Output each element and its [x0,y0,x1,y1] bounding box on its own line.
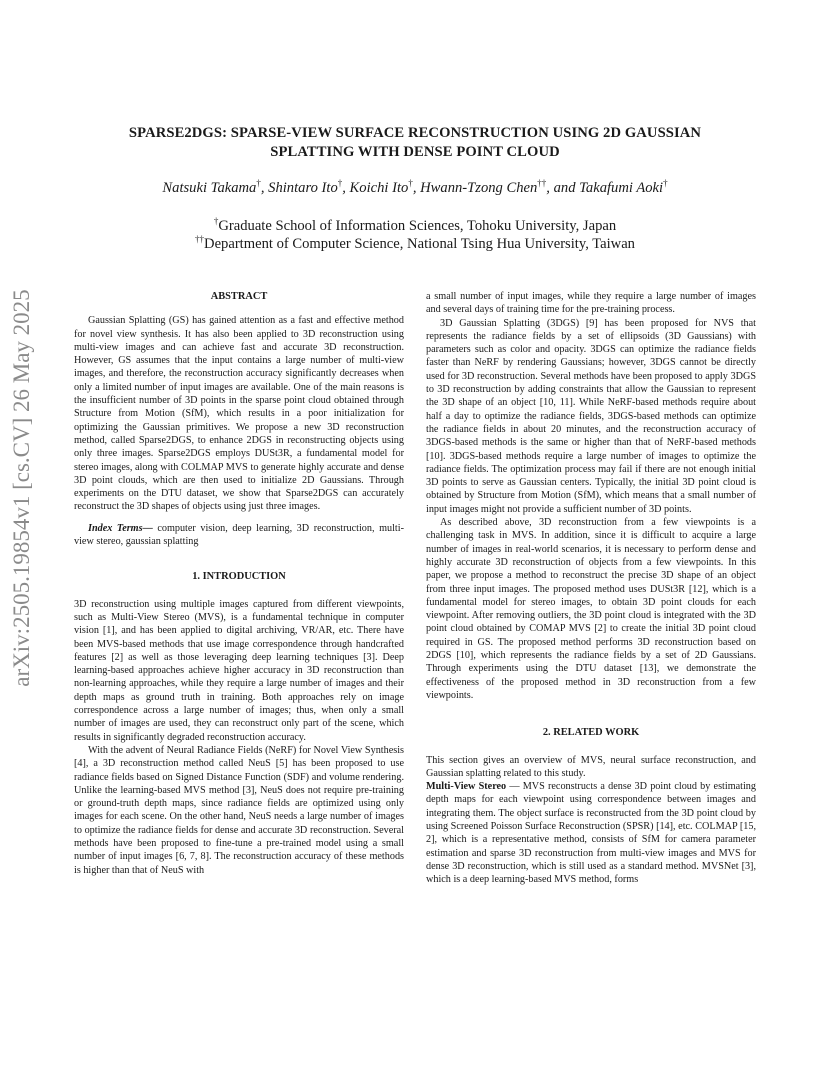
intro-paragraph-2: With the advent of Neural Radiance Fields (NeRF) for Novel View Synthesis [4], a 3D reconstruction method called NeuS [5] has been proposed to use radiance fields based on Signed Distance Function (SDF) and volume rendering. Unlike the learning-based MVS method [3], NeuS does not require pre-training or ground-truth depth maps, since radiance fields are optimized using only images for each scene. On the other hand, NeuS needs a large number of images to optimize the radiance fields for dense and accurate 3D reconstruction. Several methods have been proposed to fine-tune a pre-trained model using a small number of input images [6, 7, 8]. The reconstruction accuracy of these methods is higher than that of NeuS with [74,744,404,876]
related-work-heading: 2. RELATED WORK [542,727,640,739]
affiliation-mark: † [256,178,261,188]
title-line-1: SPARSE2DGS: SPARSE-VIEW SURFACE RECONSTRUCTION USING 2D GAUSSIAN [128,125,702,141]
left-column [74,290,404,877]
affiliation-mark: † [408,178,413,188]
author-separator: , [260,180,269,196]
related-work-intro: This section gives an overview of MVS, neural surface reconstruction, and Gaussian splatting related to this study. [426,754,756,779]
affiliation-text: Department of Computer Science, National Tsing Hua University, Taiwan [204,236,635,252]
author-name: Koichi Ito [349,180,409,196]
author-separator: , and [546,180,580,196]
author-name: Shintaro Ito [268,180,338,196]
affiliation-mark: †† [537,178,547,188]
intro-paragraph-4: As described above, 3D reconstruction from a few viewpoints is a challenging task in MVS. In addition, since it is difficult to acquire a large number of images in real-world scenarios, it is necessary to perform dense and highly accurate 3D reconstruction of objects from a few viewpoints. In this paper, we propose a method to reconstruct the precise 3D shape of an object from three input images. The proposed method uses DUSt3R [12], which is a fundamental model for stereo images, to obtain 3D point clouds for each viewpoint. After removing outliers, the 3D point cloud is integrated with the 3D point cloud obtained by COMAP MVS [2] to create the initial 3D point cloud required in GS. The proposed method performs 3D reconstruction based on 2DGS [10], which represents the radiance fields by a set of 2D Gaussians. Through experiments using the DTU dataset [13], we demonstrate the effectiveness of the proposed method in 3D reconstruction from a few viewpoints. [426,517,756,701]
introduction-heading: 1. INTRODUCTION [192,571,286,583]
affiliation-mark: † [213,216,219,226]
index-terms-label: Index Terms— [88,522,153,534]
author-name: Hwann-Tzong Chen [420,180,538,196]
mvs-label: Multi-View Stereo [426,781,507,793]
affiliation-mark: † [337,178,343,188]
affiliation-text: Graduate School of Information Sciences, Tohoku University, Japan [218,218,617,234]
author-name: Natsuki Takama [162,180,257,196]
affiliation-mark: † [663,178,668,188]
affiliation-2 [70,234,760,254]
mvs-text: — MVS reconstructs a dense 3D point cloud by estimating depth maps for each viewpoint using correspondence between images and integrating them. The object surface is reconstructed from the 3D point cloud by using Screened Poisson Surface Reconstruction (SPSR) [14], etc. COLMAP [15, 2], which is a representative method, consists of SfM for camera parameter estimation and sparse 3D reconstruction from multi-view images and MVS for dense 3D reconstruction, which is still used as a standard method. MVSNet [3], which is a deep learning-based MVS method, forms [426,781,756,886]
intro-paragraph-1: 3D reconstruction using multiple images captured from different viewpoints, such as Multi-View Stereo (MVS), is a fundamental technique in computer vision [1], and has been applied to digital archiving, VR/AR, etc. There have been MVS-based methods that use image correspondence through handcrafted features [2] as well as those leveraging deep learning techniques [3]. Deep learning-based approaches achieve higher accuracy in 3D reconstruction than non-learning approaches, while they require a large number of images and their depth maps as ground truth in training. Both approaches rely on image correspondence across a large number of images; thus, when only a small number of images are used, they can reconstruct only part of the scene, which results in significantly degraded reconstruction accuracy. [74,598,404,743]
title-line-2: SPLATTING WITH DENSE POINT CLOUD [270,144,560,160]
author-list [70,178,760,198]
mvs-paragraph [426,780,756,886]
affiliation-mark: †† [195,234,205,244]
paper-title [70,124,760,162]
author-separator: , [412,180,421,196]
index-terms-text: computer vision, deep learning, 3D reconstruction, multi-view stereo, gaussian splatting [74,522,404,548]
author-separator: , [342,180,350,196]
arxiv-identifier[interactable]: arXiv:2505.19854v1 [cs.CV] 26 May 2025 [9,289,34,687]
index-terms [74,522,404,549]
affiliation-1 [70,216,760,236]
intro-paragraph-3: 3D Gaussian Splatting (3DGS) [9] has been proposed for NVS that represents the radiance fields by a set of ellipsoids (3D Gaussians) with parameters such as color and opacity. 3DGS can optimize the radiance fields faster than NeRF by rendering Gaussians; however, 3DGS cannot be directly used for 3D reconstruction. Several methods have been proposed to apply 3DGS to 3D reconstruction by adding constraints that allow the Gaussian to represent the 3D shape of an object [10, 11]. While NeRF-based methods require about half a day to optimize the radiance fields, 3DGS-based methods can optimize the radiance fields in about 20 minutes, and the reconstruction accuracy of 3DGS-based methods is the same or higher than that of NeRF-based methods [10]. 3DGS-based methods require a large number of images to optimize the radiance fields. The optimization process may fail if there are not enough initial 3D points to serve as Gaussian centers. Typically, the initial 3D point cloud is obtained by Structure from Motion (SfM), which means that a small number of input images might not provide a sufficient number of 3D points. [426,317,756,515]
abstract-text: Gaussian Splatting (GS) has gained attention as a fast and effective method for novel view synthesis. It has also been applied to 3D reconstruction using multi-view images and can achieve fast and accurate 3D reconstruction. However, GS assumes that the input contains a large number of multi-view images, and therefore, the reconstruction accuracy significantly decreases when only a limited number of input images are available. One of the main reasons is the insufficient number of 3D points in the sparse point cloud obtained through Structure from Motion (SfM), which results in a poor initialization for optimizing the Gaussian primitives. We propose a new 3D reconstruction method, called Sparse2DGS, to enhance 2DGS in reconstructing objects using only three images. Sparse2DGS employs DUSt3R, a fundamental model for stereo images, along with COLMAP MVS to generate highly accurate and dense 3D point clouds, which are then used to initialize 2D Gaussians. Through experiments on the DTU dataset, we show that Sparse2DGS can accurately reconstruct the 3D shapes of objects using just three images. [74,315,404,513]
abstract-heading: ABSTRACT [210,291,268,302]
author-name: Takafumi Aoki [579,180,664,196]
intro-paragraph-2-continued: a small number of input images, while they require a large number of images and several days of training time for the pre-training process. [426,291,756,316]
right-column [426,290,756,886]
